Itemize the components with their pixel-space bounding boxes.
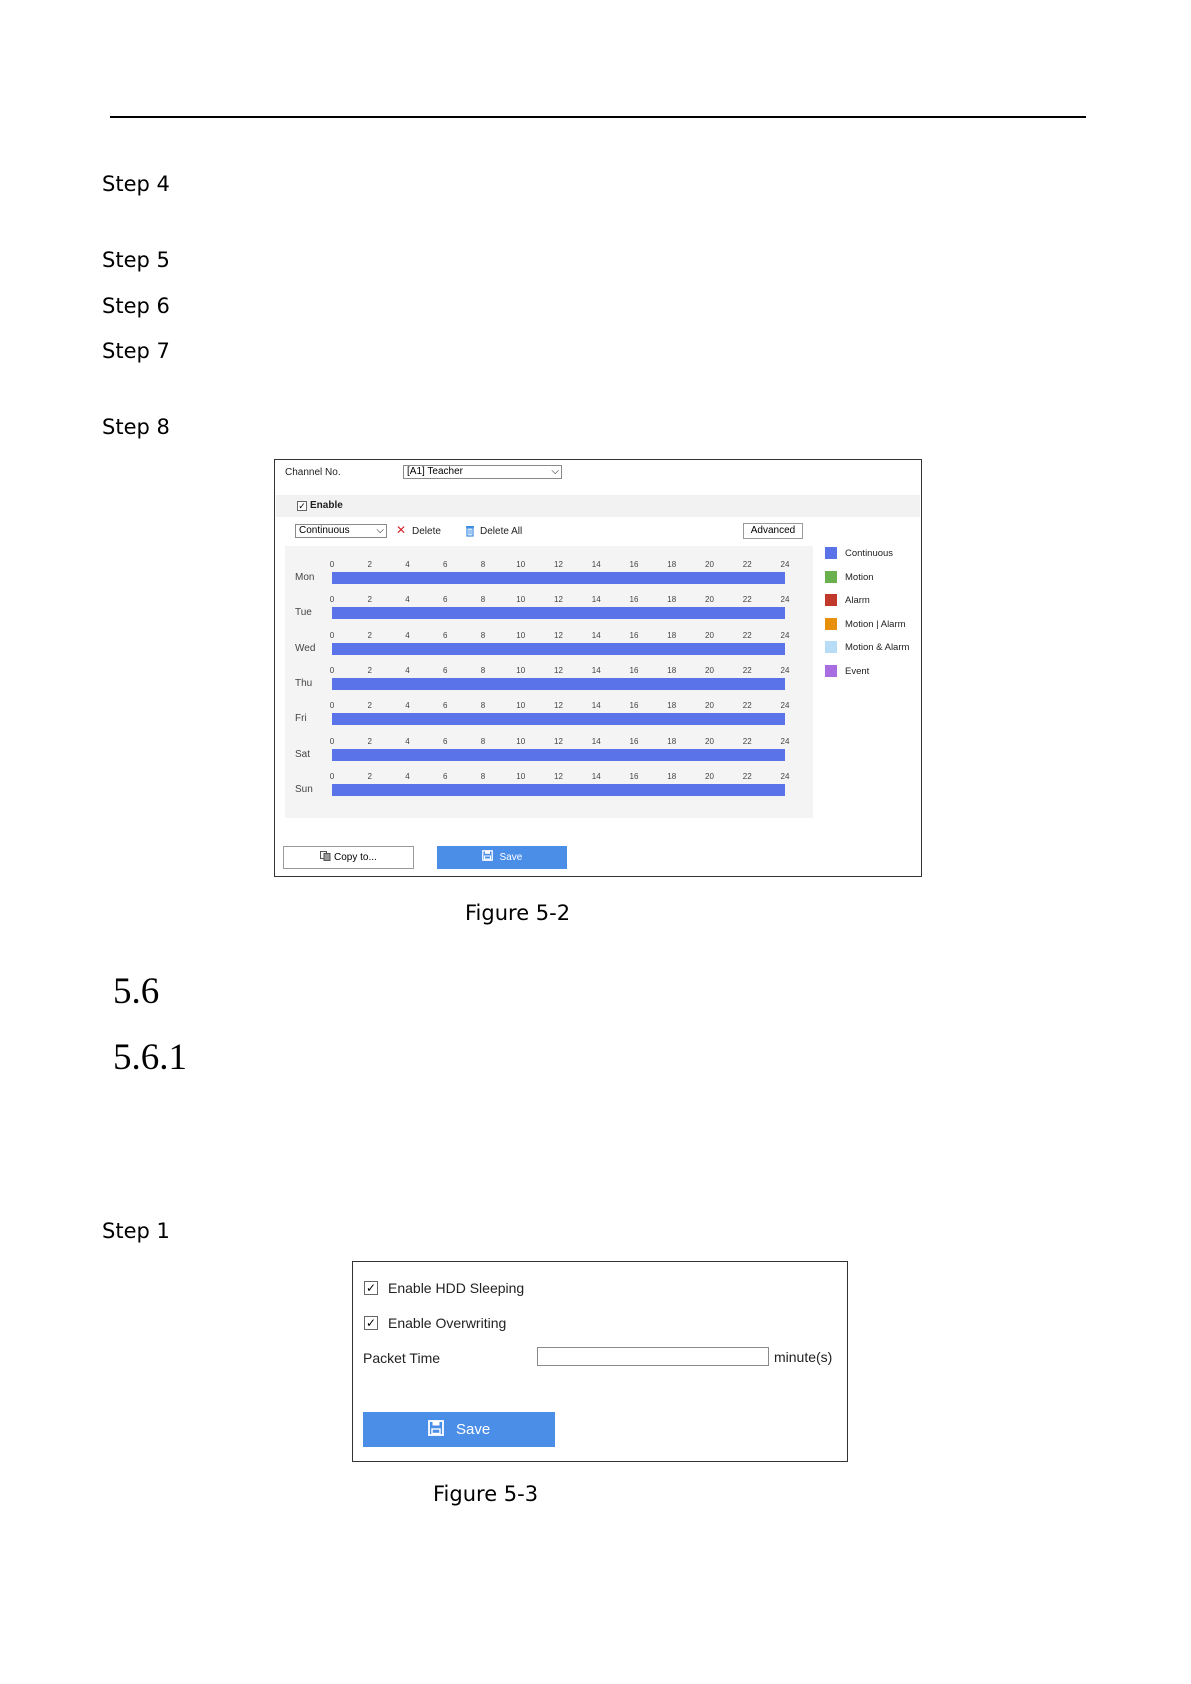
day-label: Mon <box>295 572 315 583</box>
legend-label: Alarm <box>845 595 870 606</box>
hour-tick: 16 <box>629 560 639 569</box>
hour-tick: 22 <box>742 595 752 605</box>
hour-tick: 10 <box>516 665 526 675</box>
overwriting-checkbox[interactable]: ✓ <box>365 1316 377 1330</box>
packet-time-label: Packet Time <box>363 1350 441 1366</box>
day-label: Thu <box>295 677 313 689</box>
channel-value: [A1] Teacher <box>407 466 463 477</box>
hour-tick: 10 <box>516 595 526 605</box>
hour-tick: 20 <box>705 560 714 569</box>
hour-tick: 20 <box>705 630 714 640</box>
hour-tick: 0 <box>329 665 335 675</box>
hour-tick: 14 <box>591 630 601 640</box>
storage-settings-figure <box>352 1261 848 1462</box>
hour-tick: 4 <box>405 560 410 569</box>
hour-tick: 24 <box>780 701 790 711</box>
hour-tick: 20 <box>705 595 714 605</box>
hour-tick: 16 <box>629 665 639 675</box>
hour-tick: 6 <box>443 595 448 605</box>
hour-tick: 24 <box>780 560 790 569</box>
hour-tick: 10 <box>516 736 526 746</box>
hour-tick: 16 <box>629 736 639 746</box>
hour-tick: 18 <box>667 560 677 569</box>
advanced-button[interactable]: Advanced <box>743 523 803 539</box>
schedule-bar[interactable] <box>332 607 785 619</box>
hour-tick: 20 <box>705 701 714 711</box>
hour-tick: 6 <box>443 560 448 569</box>
hour-tick: 0 <box>329 771 335 781</box>
hour-tick: 6 <box>443 701 448 711</box>
subsection-heading: 5.6.1 <box>113 1037 187 1078</box>
hour-tick: 24 <box>780 665 790 675</box>
hour-tick: 2 <box>367 736 372 746</box>
save-label: Save <box>455 1421 491 1438</box>
section-heading: 5.6 <box>113 971 160 1012</box>
copy-icon <box>320 848 331 858</box>
enable-bar <box>276 495 920 517</box>
hour-tick: 8 <box>480 701 486 711</box>
schedule-bar[interactable] <box>332 572 785 584</box>
packet-time-input[interactable] <box>537 1347 769 1366</box>
hour-tick: 22 <box>742 701 752 711</box>
hour-tick: 22 <box>742 736 752 746</box>
hour-tick: 4 <box>405 701 410 711</box>
hour-tick: 22 <box>742 665 752 675</box>
hour-tick: 10 <box>516 560 526 569</box>
schedule-settings-figure <box>274 459 922 877</box>
day-label: Sat <box>295 748 311 760</box>
hour-tick: 22 <box>742 771 752 781</box>
hour-tick: 6 <box>443 736 448 746</box>
hour-tick: 2 <box>367 560 372 569</box>
save-icon <box>482 847 493 858</box>
hour-tick: 14 <box>591 736 601 746</box>
schedule-bar[interactable] <box>332 678 785 690</box>
hour-tick: 14 <box>591 665 601 675</box>
hour-tick: 10 <box>516 771 526 781</box>
save-button[interactable] <box>437 846 567 869</box>
hour-tick: 14 <box>591 701 601 711</box>
delete-all-button[interactable]: Delete All <box>480 526 523 537</box>
hour-tick: 12 <box>554 771 563 781</box>
hour-tick: 14 <box>591 595 601 605</box>
chevron-down-icon: ⌵ <box>551 466 559 477</box>
hour-tick: 12 <box>554 560 563 569</box>
hour-tick: 2 <box>367 701 372 711</box>
hour-tick: 18 <box>667 701 677 711</box>
schedule-bar[interactable] <box>332 749 785 761</box>
enable-label: Enable <box>310 500 343 511</box>
hour-tick: 4 <box>405 630 410 640</box>
hour-tick: 20 <box>705 736 714 746</box>
hour-tick: 4 <box>405 595 410 605</box>
legend-label: Event <box>845 665 870 677</box>
trash-icon <box>465 524 475 536</box>
hour-tick: 2 <box>367 771 372 781</box>
hour-tick: 8 <box>480 630 486 640</box>
hdd-sleeping-label: Enable HDD Sleeping <box>388 1280 525 1296</box>
hour-tick: 16 <box>629 771 639 781</box>
enable-checkbox[interactable]: ✓ <box>298 501 306 511</box>
hour-tick: 8 <box>480 560 486 569</box>
hour-tick: 2 <box>367 665 372 675</box>
hour-tick: 24 <box>780 595 790 605</box>
legend-swatch[interactable] <box>825 665 837 677</box>
hour-tick: 4 <box>405 665 410 675</box>
schedule-bar[interactable] <box>332 784 785 796</box>
hour-tick: 8 <box>480 771 486 781</box>
hour-tick: 20 <box>705 771 714 781</box>
hour-tick: 18 <box>667 665 677 675</box>
hour-tick: 10 <box>516 701 526 711</box>
hour-tick: 12 <box>554 665 563 675</box>
hour-tick: 0 <box>329 595 335 605</box>
step-8-label: Step 8 <box>102 415 170 439</box>
channel-select[interactable] <box>403 465 562 479</box>
schedule-type-value: Continuous <box>299 525 350 536</box>
delete-button[interactable]: Delete <box>412 526 441 537</box>
hour-tick: 14 <box>591 560 601 569</box>
save-button[interactable] <box>363 1412 555 1447</box>
hour-tick: 20 <box>705 665 714 675</box>
hour-tick: 8 <box>480 595 486 605</box>
hour-tick: 22 <box>742 630 752 640</box>
step-1-label: Step 1 <box>102 1219 170 1243</box>
copy-to-button[interactable] <box>283 846 414 869</box>
day-label: Tue <box>295 607 312 619</box>
day-label: Wed <box>295 642 316 654</box>
delete-icon: ✕ <box>396 523 407 537</box>
copy-to-label: Copy to... <box>333 852 377 863</box>
hour-tick: 6 <box>443 771 448 781</box>
legend-label: Motion | Alarm <box>845 618 906 630</box>
schedule-bar[interactable] <box>332 713 785 725</box>
hour-tick: 4 <box>405 771 410 781</box>
channel-label: Channel No. <box>285 467 341 478</box>
schedule-bar[interactable] <box>332 643 785 655</box>
hour-tick: 12 <box>554 630 563 640</box>
hour-tick: 12 <box>554 595 563 605</box>
hour-tick: 0 <box>329 701 335 711</box>
hour-tick: 2 <box>367 630 372 640</box>
hour-tick: 24 <box>780 736 790 746</box>
hour-tick: 16 <box>629 701 639 711</box>
hour-tick: 0 <box>329 630 335 640</box>
hour-tick: 22 <box>742 560 752 569</box>
hour-tick: 18 <box>667 771 677 781</box>
overwriting-label: Enable Overwriting <box>388 1315 507 1331</box>
hour-tick: 8 <box>480 736 486 746</box>
hour-tick: 12 <box>554 736 563 746</box>
legend-swatch[interactable] <box>825 641 837 653</box>
header-rule <box>110 116 1086 118</box>
chevron-down-icon: ⌵ <box>376 525 384 536</box>
hdd-sleeping-checkbox[interactable]: ✓ <box>365 1281 377 1295</box>
hour-tick: 6 <box>443 630 448 640</box>
hour-tick: 6 <box>443 665 448 675</box>
save-icon <box>428 1414 444 1430</box>
step-4-label: Step 4 <box>102 172 170 196</box>
legend-label: Continuous <box>845 548 894 559</box>
hour-tick: 10 <box>516 630 526 640</box>
hour-tick: 0 <box>329 736 335 746</box>
legend-swatch[interactable] <box>825 547 837 559</box>
step-7-label: Step 7 <box>102 339 170 363</box>
hour-tick: 24 <box>780 630 790 640</box>
hour-tick: 18 <box>667 736 677 746</box>
hour-tick: 2 <box>367 595 372 605</box>
legend-label: Motion & Alarm <box>845 642 910 653</box>
legend-swatch[interactable] <box>825 594 837 606</box>
legend-label: Motion <box>845 571 874 583</box>
day-label: Fri <box>295 713 307 725</box>
hour-tick: 18 <box>667 630 677 640</box>
save-label: Save <box>499 852 523 863</box>
day-label: Sun <box>295 783 313 795</box>
hour-tick: 12 <box>554 701 563 711</box>
legend-swatch[interactable] <box>825 618 837 630</box>
hour-tick: 4 <box>405 736 410 746</box>
step-5-label: Step 5 <box>102 248 170 272</box>
hour-tick: 0 <box>329 560 335 569</box>
hour-tick: 16 <box>629 595 639 605</box>
hour-tick: 14 <box>591 771 601 781</box>
hour-tick: 8 <box>480 665 486 675</box>
legend-swatch[interactable] <box>825 571 837 583</box>
hour-tick: 18 <box>667 595 677 605</box>
hour-tick: 24 <box>780 771 790 781</box>
minutes-unit-label: minute(s) <box>774 1349 833 1365</box>
schedule-type-select[interactable] <box>295 524 387 538</box>
step-6-label: Step 6 <box>102 294 170 318</box>
figure-5-3-caption: Figure 5-3 <box>433 1482 539 1506</box>
hour-tick: 16 <box>629 630 639 640</box>
figure-5-2-caption: Figure 5-2 <box>465 901 571 925</box>
